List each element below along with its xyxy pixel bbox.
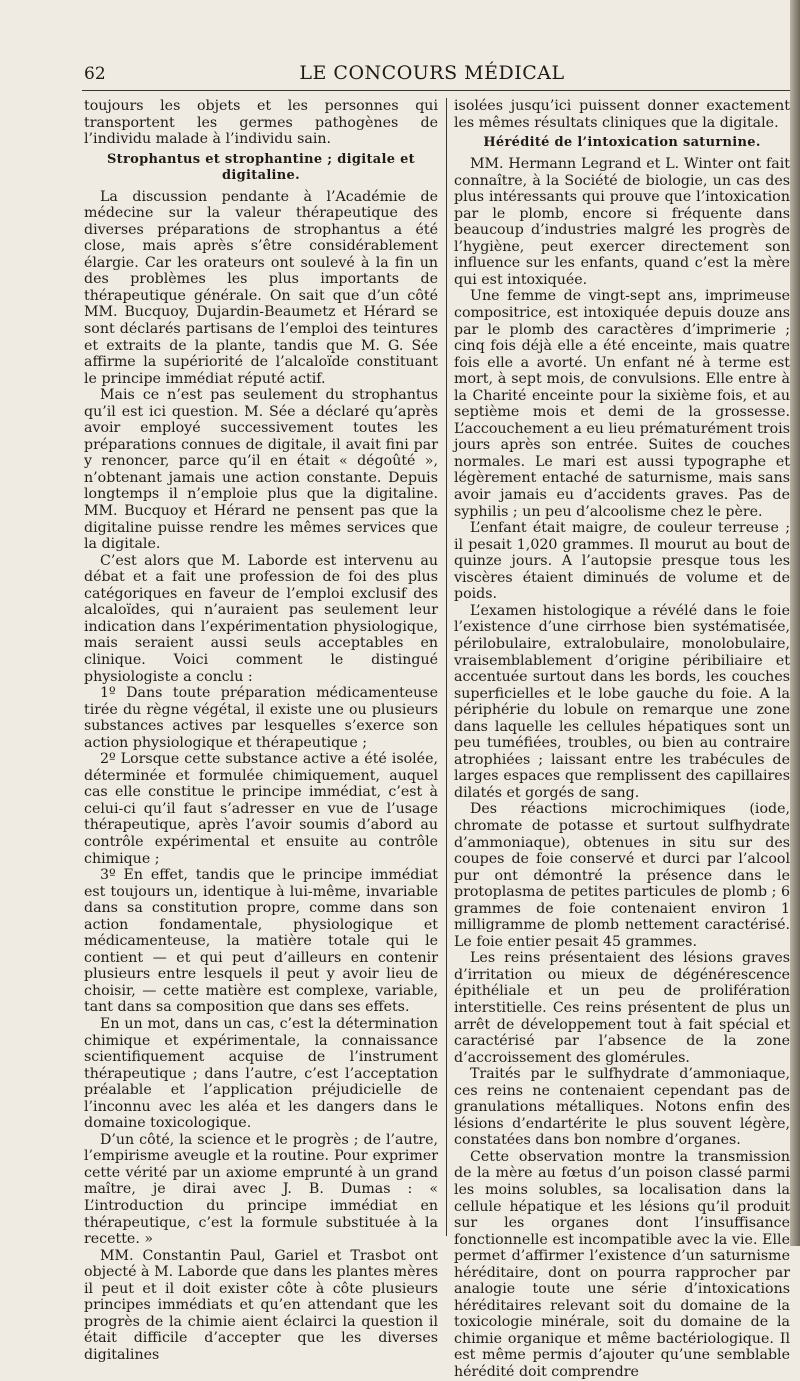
paragraph: MM. Hermann Legrand et L. Winter ont fait connaître, à la Société de biologie, un cas des plus intéressants qui prouve que l’intoxication par le plomb, encore si fréquente dans beaucoup d’industries malgré les progrès de l’hygiène, peut exercer directement son influence sur les enfants, quand c’est la mère qui est intoxiquée. xyxy=(454,156,790,288)
page-binding-edge xyxy=(790,0,800,1246)
page-number: 62 xyxy=(84,64,106,84)
paragraph: C’est alors que M. Laborde est intervenu au débat et a fait une profession de foi des plus catégoriques en faveur de l’emploi exclusif des alcaloïdes, qui n’auraient pas seulement leur indication dans l’expérimentation physiologique, mais seraient aussi seuls acceptables en clinique. Voici comment le distingué physiologiste a conclu : xyxy=(84,552,438,685)
paragraph: L’enfant était maigre, de couleur terreuse ; il pesait 1,020 grammes. Il mourut au bout de quinze jours. A l’autopsie presque tous les viscères étaient diminués de volume et de poids. xyxy=(454,520,790,603)
paragraph: Les reins présentaient des lésions graves d’irritation ou mieux de dégénérescence épithéliale et un peu de prolifération interstitielle. Ces reins présentent de plus un arrêt de développement tout à fait spécial et caractérisé par l’absence de la zone d’accroissement des glomérules. xyxy=(454,950,790,1066)
list-paragraph: 2º Lorsque cette substance active a été isolée, déterminée et formulée chimiquement, auquel cas elle constitue le principe immédiat, c’est à celui-ci qu’il faut s’adresser en vue de l’usage thérapeutique, après l’avoir soumis d’abord au contrôle expérimental et ensuite au contrôle chimique ; xyxy=(84,751,438,867)
paragraph: Cette observation montre la transmission de la mère au fœtus d’un poison classé parmi les moins solubles, sa localisation dans la cellule hépatique et les lésions qu’il produit sur les organes dont l’insuffisance fonctionnelle est incompatible avec la vie. Elle permet d’affirmer l’existence d’un saturnisme héréditaire, dont on pourra rapprocher par analogie toute une série d’intoxications héréditaires relevant soit du domaine de la toxicologie minérale, soit du domaine de la chimie organique et même bactériologique. Il est même permis d’ajouter qu’une semblable hérédité doit comprendre xyxy=(454,1148,790,1381)
section-title-strophantus: Strophantus et strophantine ; digitale et digitaline. xyxy=(106,151,415,183)
list-paragraph: 1º Dans toute préparation médicamenteuse tirée du règne végétal, il existe une ou plusieurs substances actives par lesquelles s’exerce son action physiologique et thérapeutique ; xyxy=(84,685,438,751)
paragraph: MM. Constantin Paul, Gariel et Trasbot ont objecté à M. Laborde que dans les plantes mères il peut et il doit exister côte à côte plusieurs principes immédiats et qu’en attendant que les progrès de la chimie aient éclairci la question il était difficile d’accepter que les diverses digitalines xyxy=(84,1247,438,1363)
paragraph: Mais ce n’est pas seulement du strophantus qu’il est ici question. M. Sée a déclaré qu’après avoir employé successivement toutes les préparations connues de digitale, il avait fini par y renoncer, parce qu’il en était « dégoûté », n’obtenant jamais une action constante. Depuis longtemps il n’emploie plus que la digitaline. MM. Bucquoy et Hérard ne pensent pas que la digitaline puisse rendre les mêmes services que la digitale. xyxy=(84,387,438,553)
paragraph: L’examen histologique a révélé dans le foie l’existence d’une cirrhose bien systématisée, périlobulaire, extralobulaire, monolobulaire, vraisemblablement d’origine péribiliaire et accentuée surtout dans les bords, les couches superficielles et le lobe gauche du foie. A la périphérie du lobule on remarque une zone dans laquelle les cellules hépatiques sont un peu tuméfiées, troubles, ou bien au contraire atrophiées ; laissant entre les trabécules de larges espaces que remplissent des capillaires dilatés et gorgés de sang. xyxy=(454,602,790,801)
section-title-saturnine: Hérédité de l’intoxication saturnine. xyxy=(483,135,761,151)
right-intro-paragraph: isolées jusqu’ici puissent donner exactement les mêmes résultats cliniques que la digitale. xyxy=(454,98,790,131)
paragraph: En un mot, dans un cas, c’est la détermination chimique et expérimentale, la connaissance scientifiquement acquise de l’instrument thérapeutique ; dans l’autre, c’est l’acceptation préalable et l’application préjudicielle de l’inconnu avec les aléa et les dangers dans le domaine toxicologique. xyxy=(84,1015,438,1132)
paragraph: Traités par le sulfhydrate d’ammoniaque, ces reins ne contenaient cependant pas de granulations métalliques. Notons enfin des lésions d’endartérite le plus souvent légère, constatées dans bon nombre d’organes. xyxy=(454,1066,790,1149)
paragraph: D’un côté, la science et le progrès ; de l’autre, l’empirisme aveugle et la routine. Pour exprimer cette vérité par un axiome emprunté à un grand maître, je dirai avec J. B. Dumas : « L’introduction du principe immédiat en thérapeutique, c’est la formule substituée à la recette. » xyxy=(84,1131,438,1248)
paragraph: La discussion pendante à l’Académie de médecine sur la valeur thérapeutique des diverses préparations de strophantus a été close, mais après s’être considérablement élargie. Car les orateurs ont soulevé à la fin un des problèmes les plus importants de thérapeutique générale. On sait que d’un côté MM. Bucquoy, Dujardin-Beaumetz et Hérard se sont déclarés partisans de l’emploi des teintures et extraits de la plante, tandis que M. G. Sée affirme la supériorité de l’alcaloïde constituant le principe immédiat réputé actif. xyxy=(84,188,438,387)
page-header xyxy=(82,62,782,88)
right-column xyxy=(454,98,790,1381)
paragraph: Une femme de vingt-sept ans, imprimeuse compositrice, est intoxiquée depuis douze ans par le plomb des caractères d’imprimerie ; cinq fois déjà elle a été enceinte, mais quatre fois elle a avorté. Un enfant né à terme est mort, à sept mois, de convulsions. Elle entre à la Charité enceinte pour la sixième fois, et au septième mois et demi de la grossesse. L’accouchement a eu lieu prématurément trois jours après son entrée. Suites de couches normales. Le mari est aussi typographe et légèrement entaché de saturnisme, mais sans avoir jamais eu d’accidents graves. Pas de syphilis ; un peu d’alcoolisme chez le père. xyxy=(454,288,790,520)
column-divider xyxy=(446,98,447,1236)
journal-title: LE CONCOURS MÉDICAL xyxy=(299,62,565,84)
header-rule xyxy=(82,90,792,91)
left-column xyxy=(84,98,438,1363)
left-intro-paragraph: toujours les objets et les personnes qui transportent les germes pathogènes de l’individu malade à l’individu sain. xyxy=(84,98,438,148)
paragraph: Des réactions microchimiques (iode, chromate de potasse et surtout sulfhydrate d’ammoniaque), obtenues in situ sur des coupes de foie conservé et durci par l’alcool pur ont démontré la présence dans le protoplasma de petites particules de plomb ; 6 grammes de foie contenaient environ 1 milligramme de plomb nettement caractérisé. Le foie entier pesait 45 grammes. xyxy=(454,801,790,950)
list-paragraph: 3º En effet, tandis que le principe immédiat est toujours un, identique à lui-même, invariable dans sa constitution propre, comme dans son action fondamentale, physiologique et médicamenteuse, la matière totale qui le contient — et qui peut d’ailleurs en contenir plusieurs entre lesquels il peut y avoir lieu de choisir, — cette matière est complexe, variable, tant dans sa composition que dans ses effets. xyxy=(84,867,438,1016)
